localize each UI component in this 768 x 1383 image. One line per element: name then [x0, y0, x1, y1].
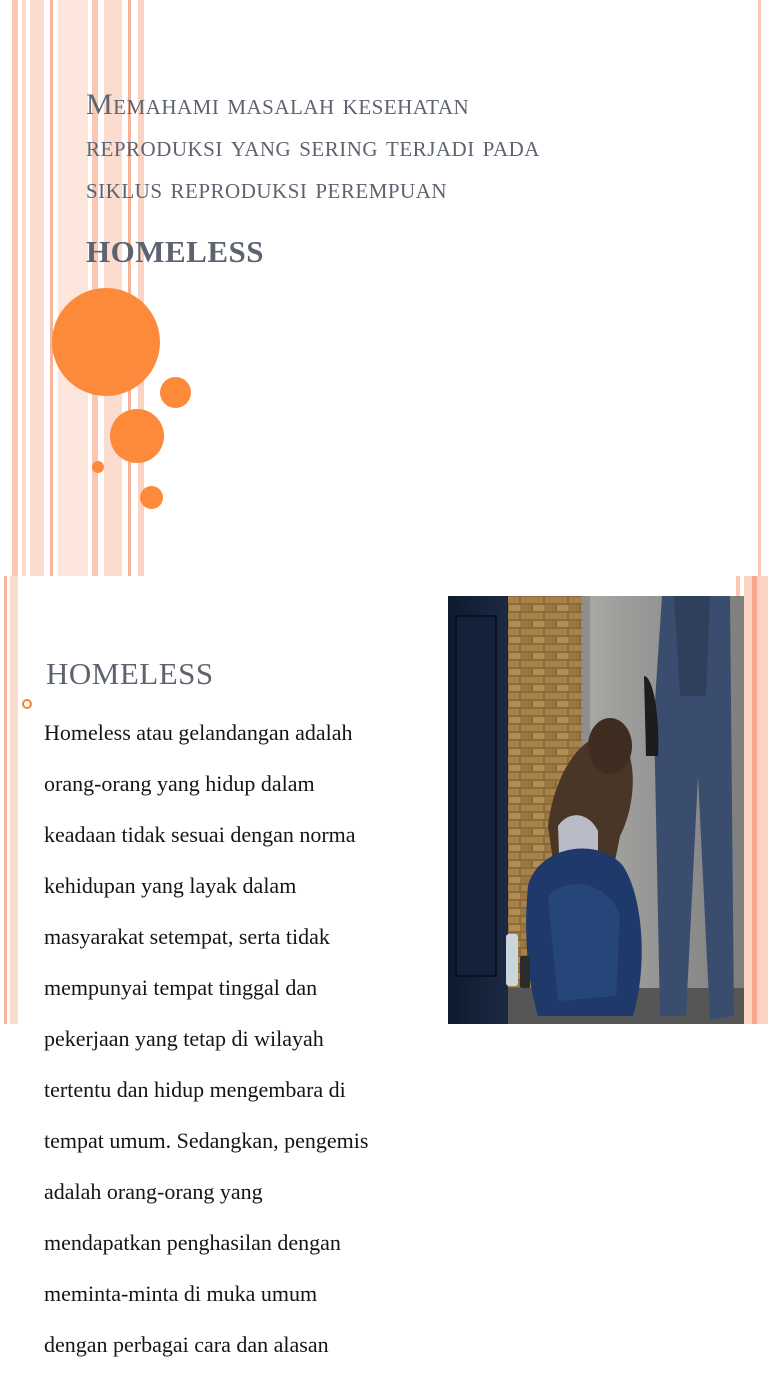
small-circle-icon: [160, 377, 191, 408]
decorative-stripe: [758, 0, 761, 576]
slide-title-line: siklus reproduksi perempuan: [86, 172, 448, 205]
decorative-stripe: [752, 576, 757, 1024]
body-line: mendapatkan penghasilan dengan: [44, 1229, 341, 1255]
body-line: kehidupan yang layak dalam: [44, 872, 297, 898]
slide-title: [86, 84, 746, 210]
decorative-stripe: [4, 576, 7, 1024]
decorative-stripe: [10, 576, 18, 1024]
body-line: adalah orang-orang yang: [44, 1178, 263, 1204]
slide-title-line: reproduksi yang sering terjadi pada: [86, 130, 540, 163]
decorative-stripe: [50, 0, 53, 576]
body-line: orang-orang yang hidup dalam: [44, 770, 315, 796]
body-line: mempunyai tempat tinggal dan: [44, 974, 318, 1000]
body-line: masyarakat setempat, serta tidak: [44, 923, 330, 949]
large-circle-icon: [52, 288, 160, 396]
decorative-stripe: [22, 0, 26, 576]
body-line: pekerjaan yang tetap di wilayah: [44, 1025, 324, 1051]
body-line: tertentu dan hidup mengembara di: [44, 1076, 346, 1102]
decorative-stripe: [12, 0, 18, 576]
decorative-stripe: [58, 0, 88, 576]
small-circle-icon: [140, 486, 163, 509]
content-heading: HOMELESS: [46, 656, 214, 691]
homeless-person-photo: [448, 596, 744, 1024]
body-line: tempat umum. Sedangkan, pengemis: [44, 1127, 369, 1153]
slide-subtitle: HOMELESS: [86, 234, 264, 269]
body-line: meminta-minta di muka umum: [44, 1280, 318, 1306]
hollow-circle-bullet-icon: [22, 699, 32, 709]
body-line: dengan perbagai cara dan alasan: [44, 1331, 329, 1357]
decorative-stripe: [30, 0, 44, 576]
content-body: [44, 694, 454, 1383]
slide-title-line: Memahami masalah kesehatan: [86, 88, 470, 121]
body-line: Homeless atau gelandangan adalah: [44, 719, 353, 745]
tiny-circle-icon: [92, 461, 104, 473]
body-line: keadaan tidak sesuai dengan norma: [44, 821, 356, 847]
medium-circle-icon: [110, 409, 164, 463]
content-slide: [0, 576, 768, 1357]
title-slide: [0, 0, 768, 576]
